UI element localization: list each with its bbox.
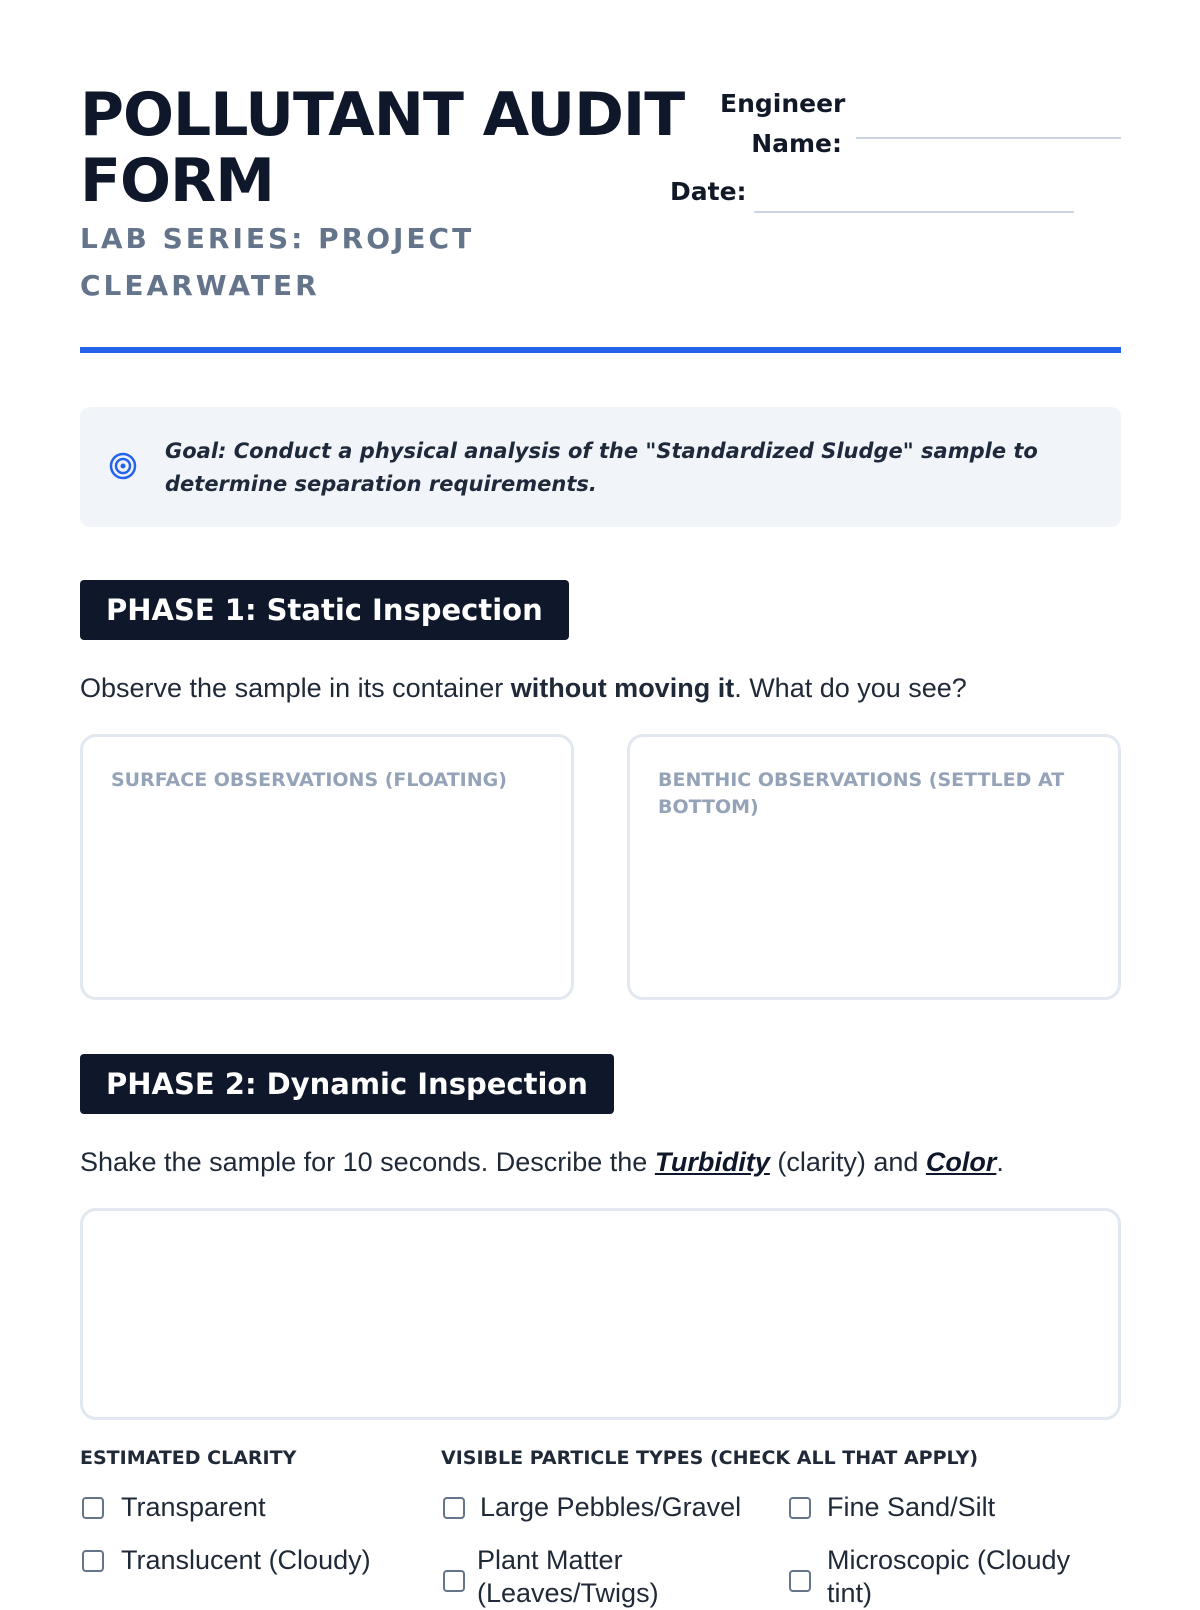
phase-2-instruction <box>80 1144 1004 1180</box>
checkbox[interactable] <box>443 1570 465 1592</box>
color-term: Color <box>925 1147 997 1177</box>
checkbox[interactable] <box>789 1497 811 1519</box>
option-label: Plant Matter (Leaves/Twigs) <box>477 1545 659 1608</box>
date-label: Date: <box>670 177 747 206</box>
surface-observations-box[interactable] <box>80 734 574 1000</box>
instruction-text: . <box>996 1147 1004 1177</box>
phase-1-heading: PHASE 1: Static Inspection <box>80 580 569 640</box>
turbidity-color-input[interactable] <box>111 1231 1090 1397</box>
option-label: Large Pebbles/Gravel <box>480 1492 742 1522</box>
clarity-label: ESTIMATED CLARITY <box>80 1447 297 1469</box>
date-field[interactable] <box>754 211 1074 213</box>
checkbox[interactable] <box>82 1497 104 1519</box>
instruction-emphasis: without moving it <box>510 673 735 703</box>
form-title: POLLUTANT AUDIT FORM <box>80 80 685 216</box>
surface-observations-label: SURFACE OBSERVATIONS (FLOATING) <box>111 769 507 791</box>
benthic-observations-input[interactable] <box>658 817 1090 977</box>
engineer-name-label: Engineer Name: <box>720 89 846 158</box>
turbidity-term: Turbidity <box>654 1147 770 1177</box>
checkbox[interactable] <box>82 1550 104 1572</box>
instruction-text: . What do you see? <box>734 673 967 703</box>
option-label: Translucent (Cloudy) <box>121 1545 371 1575</box>
phase-2-heading: PHASE 2: Dynamic Inspection <box>80 1054 614 1114</box>
option-label: Microscopic (Cloudy tint) <box>827 1545 1071 1608</box>
instruction-text: Shake the sample for 10 seconds. Describe the <box>80 1147 655 1177</box>
checkbox[interactable] <box>443 1497 465 1519</box>
instruction-text: (clarity) and <box>769 1147 926 1177</box>
benthic-observations-box[interactable] <box>627 734 1121 1000</box>
checkbox[interactable] <box>789 1570 811 1592</box>
particles-label: VISIBLE PARTICLE TYPES (CHECK ALL THAT APPLY) <box>441 1447 979 1469</box>
header-divider <box>80 347 1121 353</box>
option-label: Fine Sand/Silt <box>827 1492 996 1522</box>
goal-text: Goal: Conduct a physical analysis of the "Standardized Sludge" sample to determine separation requirements. <box>165 439 1038 496</box>
form-subtitle: LAB SERIES: PROJECT CLEARWATER <box>80 222 475 302</box>
option-label: Transparent <box>121 1492 266 1522</box>
engineer-name-field[interactable] <box>856 137 1121 139</box>
goal-callout <box>80 407 1121 527</box>
phase-1-instruction <box>80 670 967 706</box>
instruction-text: Observe the sample in its container <box>80 673 511 703</box>
benthic-observations-label: BENTHIC OBSERVATIONS (SETTLED AT BOTTOM) <box>658 769 1065 818</box>
surface-observations-input[interactable] <box>111 817 543 977</box>
turbidity-color-box[interactable] <box>80 1208 1121 1420</box>
target-icon <box>108 451 138 481</box>
